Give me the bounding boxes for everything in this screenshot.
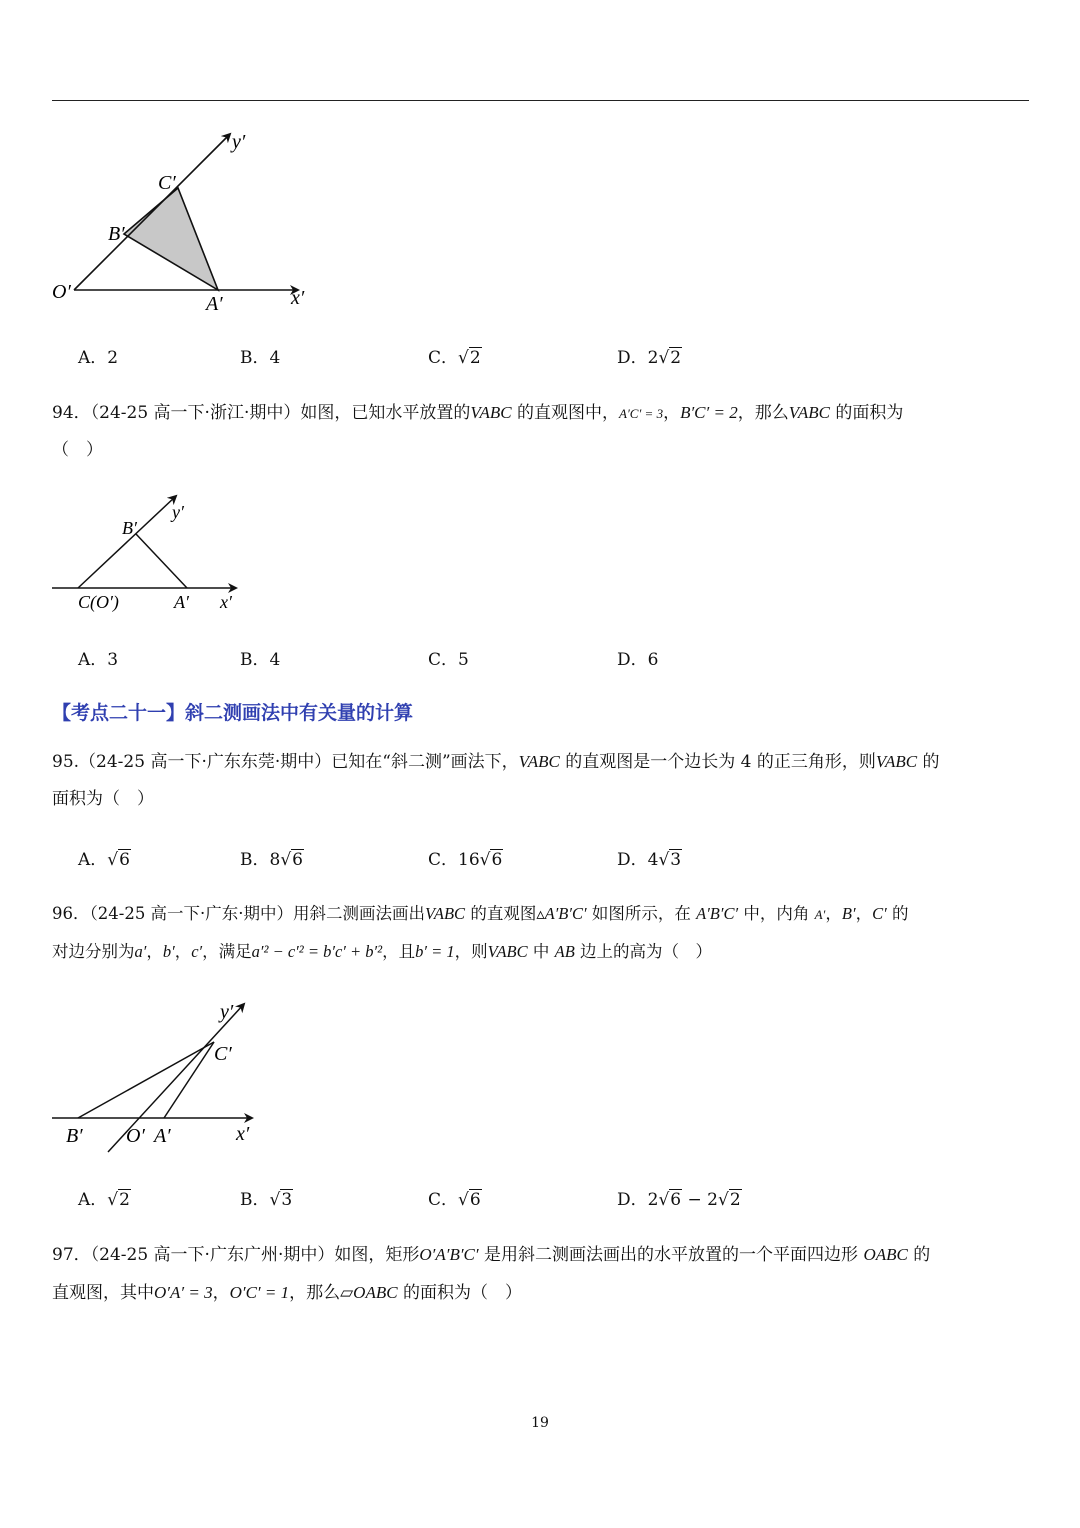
option-b[interactable]: B．√3: [240, 1190, 293, 1210]
options-q93: [0, 343, 1080, 373]
option-a[interactable]: A．√2: [78, 1190, 130, 1210]
label-c: C′: [214, 1043, 232, 1065]
label-a: A′: [206, 293, 223, 315]
options-q94: [0, 645, 1080, 675]
label-a: A′: [154, 1125, 171, 1147]
options-q95: [0, 845, 1080, 875]
option-d[interactable]: D．2√2: [617, 348, 682, 368]
header-rule: [52, 100, 1029, 101]
option-c[interactable]: C．√6: [428, 1190, 481, 1210]
question-95: 95.（24-25 高一下·广东东莞·期中）已知在“斜二测”画法下，VABC 的直观图是一个边长为 4 的正三角形，则VABC 的 面积为（ ）: [52, 752, 940, 809]
label-y: y′: [172, 502, 184, 522]
option-d[interactable]: D．4√3: [617, 850, 682, 870]
section-title: 【考点二十一】斜二测画法中有关量的计算: [52, 702, 414, 724]
shaded-triangle: [124, 188, 218, 290]
label-o: O′: [52, 281, 71, 303]
label-x: x′: [236, 1123, 250, 1145]
figure-q94: [40, 484, 260, 619]
options-q96: [0, 1185, 1080, 1215]
segment-ac: [164, 1042, 214, 1118]
option-c[interactable]: C．16√6: [428, 850, 503, 870]
option-a[interactable]: A．3: [78, 650, 119, 670]
option-b[interactable]: B．4: [240, 650, 281, 670]
option-b[interactable]: B．8√6: [240, 850, 303, 870]
question-94: 94．（24-25 高一下·浙江·期中）如图，已知水平放置的VABC 的直观图中，A′C′ = 3，B′C′ = 2，那么VABC 的面积为 （ ）: [52, 403, 904, 460]
option-d[interactable]: D．2√6 − 2√2: [617, 1190, 741, 1210]
segment-bc: [78, 1042, 214, 1118]
label-y: y′: [232, 131, 246, 153]
option-a[interactable]: A．2: [78, 348, 119, 368]
label-x: x′: [291, 287, 305, 309]
label-b: B′: [108, 223, 125, 245]
figure-q93: [40, 120, 340, 320]
label-o: O′: [126, 1125, 145, 1147]
label-y: y′: [220, 1001, 234, 1023]
option-a[interactable]: A．√6: [78, 850, 130, 870]
label-a: A′: [174, 592, 189, 612]
option-b[interactable]: B．4: [240, 348, 281, 368]
option-d[interactable]: D．6: [617, 650, 659, 670]
question-97: 97．（24-25 高一下·广东广州·期中）如图，矩形O′A′B′C′ 是用斜二测画法画出的水平放置的一个平面四边形 OABC 的 直观图，其中O′A′ = 3，O′C′ = 1，那么▱OABC 的面积为（ ）: [52, 1245, 931, 1303]
label-b: B′: [122, 518, 137, 538]
label-x: x′: [220, 592, 232, 612]
label-co: C(O′): [78, 592, 119, 612]
segment-ba: [136, 534, 187, 588]
option-c[interactable]: C．√2: [428, 348, 481, 368]
label-c: C′: [158, 172, 176, 194]
figure-q96: [40, 990, 270, 1160]
page-number: 19: [531, 1415, 549, 1431]
label-b: B′: [66, 1125, 83, 1147]
y-axis: [78, 496, 176, 588]
option-c[interactable]: C．5: [428, 650, 469, 670]
question-96: 96．（24-25 高一下·广东·期中）用斜二测画法画出VABC 的直观图▵A′B′C′ 如图所示，在 A′B′C′ 中，内角 A′，B′，C′ 的 对边分别为a′，b′，c′，满足a′² − c′² = b′c′ + b′²，且b′ = 1，则VABC 中 AB 边上的高为（ ）: [52, 904, 909, 961]
